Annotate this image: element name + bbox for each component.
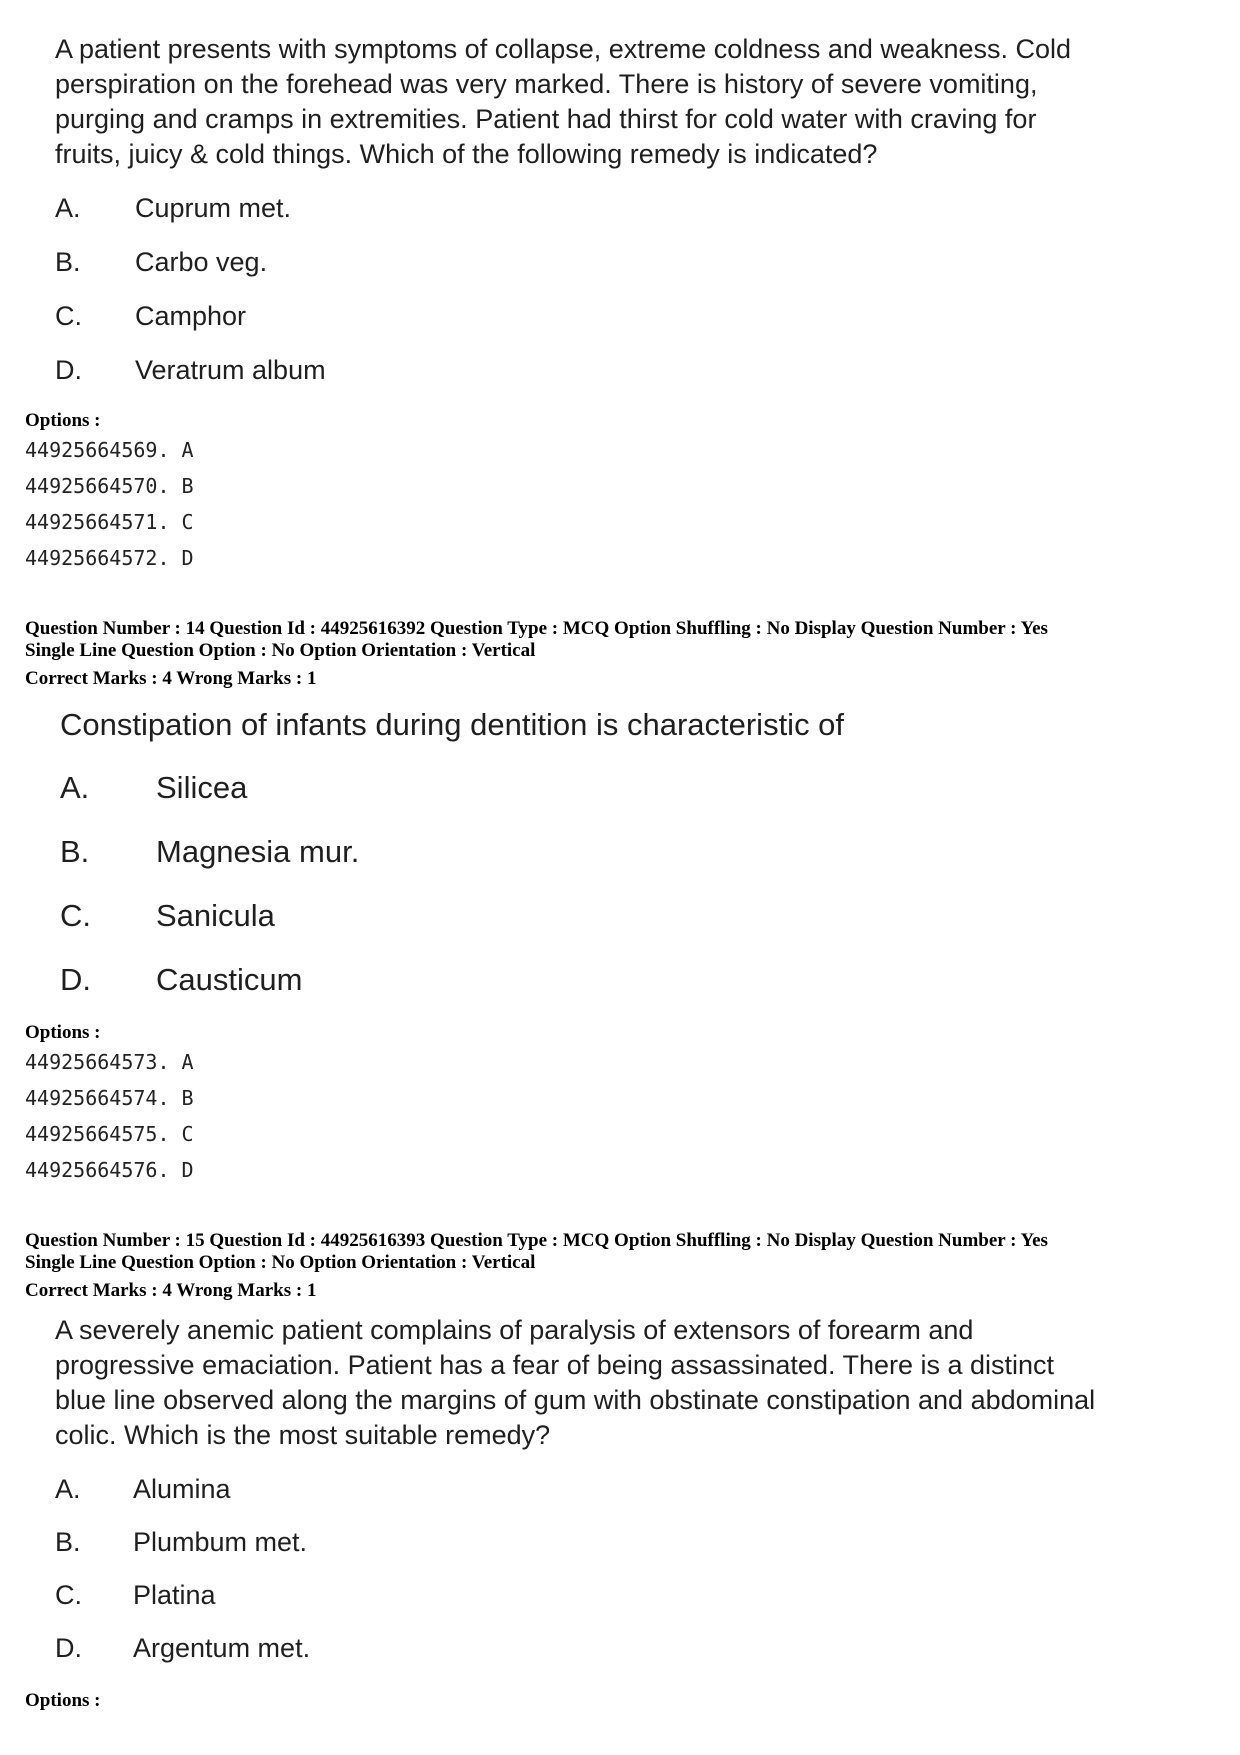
option-id: 44925664576. D <box>25 1158 194 1182</box>
question-13-image <box>0 0 1240 400</box>
option-id: 44925664572. D <box>25 546 194 570</box>
choice-letter: C. <box>60 898 91 933</box>
choice-letter: B. <box>55 247 81 277</box>
question-stem <box>55 32 1071 172</box>
options-label: Options : <box>25 410 101 431</box>
choice-text: Cuprum met. <box>135 193 292 223</box>
option-id: 44925664575. C <box>25 1122 194 1146</box>
stem-line: progressive emaciation. Patient has a fear of being assassinated. There is a distinct <box>55 1350 1055 1380</box>
option-id: 44925664573. A <box>25 1050 194 1074</box>
choice-letter: B. <box>55 1527 81 1557</box>
choice-letter: C. <box>55 1580 82 1610</box>
choice-letter: C. <box>55 301 82 331</box>
choice-letter: D. <box>60 962 91 997</box>
question-meta-line: Single Line Question Option : No Option Orientation : Vertical <box>25 1252 536 1273</box>
option-id: 44925664571. C <box>25 510 194 534</box>
choice-text: Camphor <box>135 301 247 331</box>
question-14-image <box>0 700 1240 1010</box>
stem-line: purging and cramps in extremities. Patient had thirst for cold water with craving for <box>55 104 1037 134</box>
options-label: Options : <box>25 1022 101 1043</box>
question-meta-line: Question Number : 15 Question Id : 44925616393 Question Type : MCQ Option Shuffling : No Display Question Number : Yes <box>25 1230 1048 1251</box>
option-id: 44925664569. A <box>25 438 194 462</box>
stem-line: A severely anemic patient complains of paralysis of extensors of forearm and <box>55 1315 974 1345</box>
choice-text: Silicea <box>156 770 248 805</box>
choice-text: Causticum <box>156 962 303 997</box>
stem-line: colic. Which is the most suitable remedy? <box>55 1420 551 1450</box>
stem-line: Constipation of infants during dentition is characteristic of <box>60 707 845 742</box>
stem-line: blue line observed along the margins of gum with obstinate constipation and abdominal <box>55 1385 1096 1415</box>
option-id: 44925664570. B <box>25 474 194 498</box>
choice-text: Magnesia mur. <box>156 834 360 869</box>
option-id: 44925664574. B <box>25 1086 194 1110</box>
options-label: Options : <box>25 1690 101 1711</box>
choice-letter: A. <box>60 770 90 805</box>
stem-line: perspiration on the forehead was very marked. There is history of severe vomiting, <box>55 69 1038 99</box>
choice-text: Platina <box>133 1580 216 1610</box>
choice-text: Veratrum album <box>135 355 326 385</box>
choice-letter: D. <box>55 1633 82 1663</box>
marks-line: Correct Marks : 4 Wrong Marks : 1 <box>25 668 317 689</box>
question-meta-line: Question Number : 14 Question Id : 44925616392 Question Type : MCQ Option Shuffling : No Display Question Number : Yes <box>25 618 1048 639</box>
choice-letter: A. <box>55 193 81 223</box>
choice-letter: A. <box>55 1474 81 1504</box>
question-stem <box>60 707 844 742</box>
question-meta-line: Single Line Question Option : No Option Orientation : Vertical <box>25 640 536 661</box>
question-stem <box>55 1313 1095 1453</box>
choice-text: Plumbum met. <box>133 1527 308 1557</box>
question-15-image <box>0 1310 1240 1670</box>
choice-text: Alumina <box>133 1474 231 1504</box>
choice-letter: B. <box>60 834 90 869</box>
marks-line: Correct Marks : 4 Wrong Marks : 1 <box>25 1280 317 1301</box>
choice-text: Carbo veg. <box>135 247 268 277</box>
choice-text: Argentum met. <box>133 1633 311 1663</box>
choice-text: Sanicula <box>156 898 275 933</box>
choice-letter: D. <box>55 355 82 385</box>
stem-line: A patient presents with symptoms of collapse, extreme coldness and weakness. Cold <box>55 34 1072 64</box>
stem-line: fruits, juicy & cold things. Which of the following remedy is indicated? <box>55 139 878 169</box>
